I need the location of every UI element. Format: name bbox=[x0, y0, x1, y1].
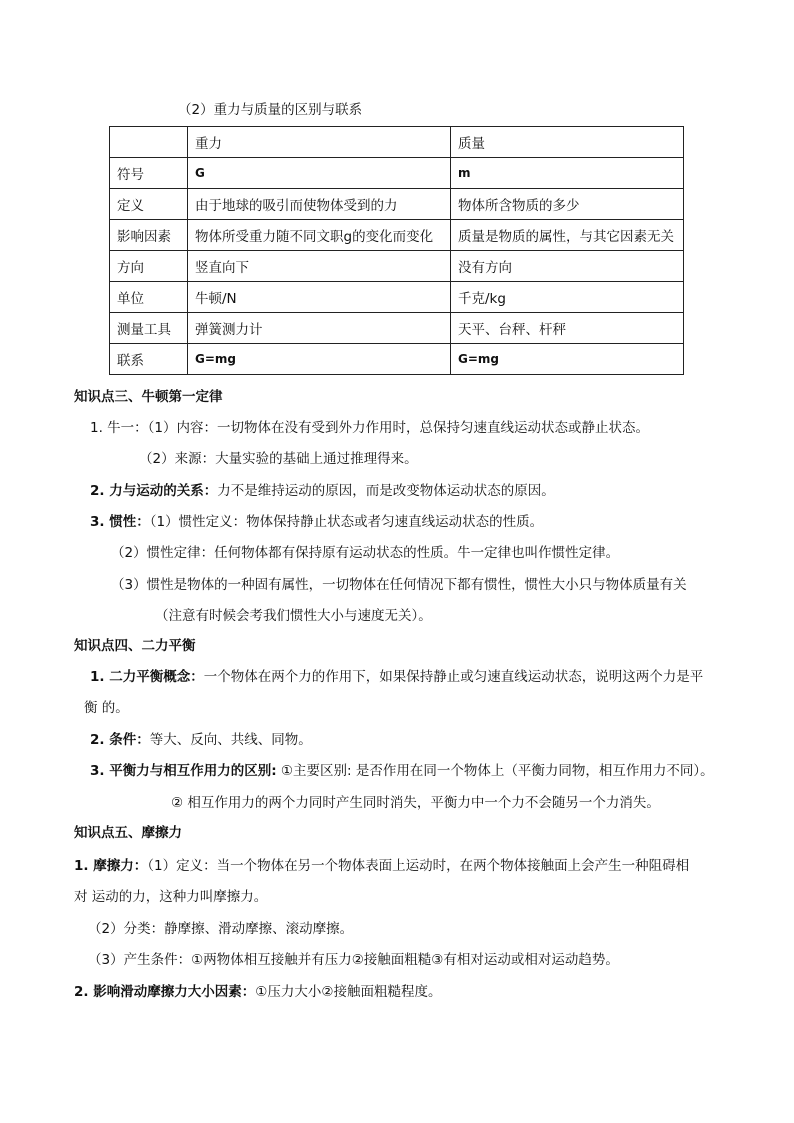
paragraph-line: ② 相互作用力的两个力同时产生同时消失，平衡力中一个力不会随另一个力消失。 bbox=[171, 795, 660, 811]
table-row bbox=[110, 220, 684, 251]
item-label: 1. 摩擦力： bbox=[74, 858, 148, 874]
mass-cell: 天平、台秤、杆秤 bbox=[451, 313, 684, 344]
paragraph-line: （3）惯性是物体的一种固有属性，一切物体在任何情况下都有惯性，惯性大小只与物体质量有关 bbox=[111, 577, 687, 593]
header-cell-empty bbox=[110, 127, 188, 158]
mass-cell: m bbox=[451, 158, 684, 189]
item-text: 力不是维持运动的原因，而是改变物体运动状态的原因。 bbox=[217, 483, 555, 499]
item-text: 等大、反向、共线、同物。 bbox=[149, 732, 312, 748]
item-text: ①主要区别: 是否作用在同一个物体上（平衡力同物，相互作用力不同）。 bbox=[276, 763, 714, 779]
header-cell-mass: 质量 bbox=[451, 127, 684, 158]
paragraph-line bbox=[90, 668, 703, 686]
paragraph-line bbox=[90, 731, 312, 749]
row-label: 影响因素 bbox=[110, 220, 188, 251]
item-text: ①压力大小②接触面粗糙程度。 bbox=[255, 984, 442, 1000]
table-row bbox=[110, 251, 684, 282]
paragraph-line: （3）产生条件：①两物体相互接触并有压力②接触面粗糙③有相对运动或相对运动趋势。 bbox=[88, 952, 619, 968]
paragraph-line: （2）惯性定律：任何物体都有保持原有运动状态的性质。牛一定律也叫作惯性定律。 bbox=[111, 545, 620, 561]
table-header-row bbox=[110, 127, 684, 158]
item-text: 一个物体在两个力的作用下，如果保持静止或匀速直线运动状态，说明这两个力是平 bbox=[203, 669, 704, 685]
table-row bbox=[110, 344, 684, 375]
item-text: （1）定义：当一个物体在另一个物体表面上运动时，在两个物体接触面上会产生一种阻碍相 bbox=[147, 858, 690, 874]
paragraph-line bbox=[90, 419, 649, 437]
item-label: 2. 影响滑动摩擦力大小因素： bbox=[74, 984, 256, 1000]
table-row bbox=[110, 313, 684, 344]
row-label: 符号 bbox=[110, 158, 188, 189]
paragraph-line: （2）来源：大量实验的基础上通过推理得来。 bbox=[139, 451, 418, 467]
mass-cell: 千克/kg bbox=[451, 282, 684, 313]
gravity-cell: 弹簧测力计 bbox=[188, 313, 451, 344]
item-label: 2. 条件： bbox=[90, 732, 150, 748]
item-text: （1）内容：一切物体在没有受到外力作用时，总保持匀速直线运动状态或静止状态。 bbox=[147, 420, 650, 436]
table-row bbox=[110, 282, 684, 313]
paragraph-line: 对 运动的力，这种力叫摩擦力。 bbox=[74, 889, 268, 905]
paragraph-line bbox=[90, 513, 543, 531]
row-label: 测量工具 bbox=[110, 313, 188, 344]
gravity-cell: G=mg bbox=[188, 344, 451, 375]
item-label: 3. 平衡力与相互作用力的区别: bbox=[90, 763, 277, 779]
item-label: 1. 牛一： bbox=[90, 420, 148, 436]
item-text: （1）惯性定义：物体保持静止状态或者匀速直线运动状态的性质。 bbox=[149, 514, 544, 530]
section-title: 知识点五、摩擦力 bbox=[74, 825, 182, 841]
row-label: 单位 bbox=[110, 282, 188, 313]
gravity-cell: 牛顿/N bbox=[188, 282, 451, 313]
row-label: 定义 bbox=[110, 189, 188, 220]
section-title: 知识点四、二力平衡 bbox=[74, 638, 196, 654]
item-label: 2. 力与运动的关系： bbox=[90, 483, 218, 499]
row-label: 联系 bbox=[110, 344, 188, 375]
mass-cell: 没有方向 bbox=[451, 251, 684, 282]
gravity-cell: 物体所受重力随不同文职g的变化而变化 bbox=[188, 220, 451, 251]
comparison-table bbox=[109, 126, 684, 375]
section-title: 知识点三、牛顿第一定律 bbox=[74, 389, 223, 405]
paragraph-line: （2）分类：静摩擦、滑动摩擦、滚动摩擦。 bbox=[88, 921, 354, 937]
table-caption: （2）重力与质量的区别与联系 bbox=[178, 102, 363, 118]
table-row bbox=[110, 158, 684, 189]
paragraph-line bbox=[74, 857, 689, 875]
paragraph-line: （注意有时候会考我们惯性大小与速度无关）。 bbox=[155, 608, 432, 624]
gravity-cell: 竖直向下 bbox=[188, 251, 451, 282]
paragraph-line bbox=[90, 762, 714, 780]
mass-cell: 质量是物质的属性，与其它因素无关 bbox=[451, 220, 684, 251]
mass-cell: 物体所含物质的多少 bbox=[451, 189, 684, 220]
table-row bbox=[110, 189, 684, 220]
paragraph-line bbox=[90, 482, 555, 500]
header-cell-gravity: 重力 bbox=[188, 127, 451, 158]
gravity-cell: G bbox=[188, 158, 451, 189]
mass-cell: G=mg bbox=[451, 344, 684, 375]
item-label: 1. 二力平衡概念： bbox=[90, 669, 204, 685]
paragraph-line bbox=[74, 983, 441, 1001]
item-label: 3. 惯性： bbox=[90, 514, 150, 530]
gravity-cell: 由于地球的吸引而使物体受到的力 bbox=[188, 189, 451, 220]
paragraph-line: 衡 的。 bbox=[84, 700, 129, 716]
row-label: 方向 bbox=[110, 251, 188, 282]
